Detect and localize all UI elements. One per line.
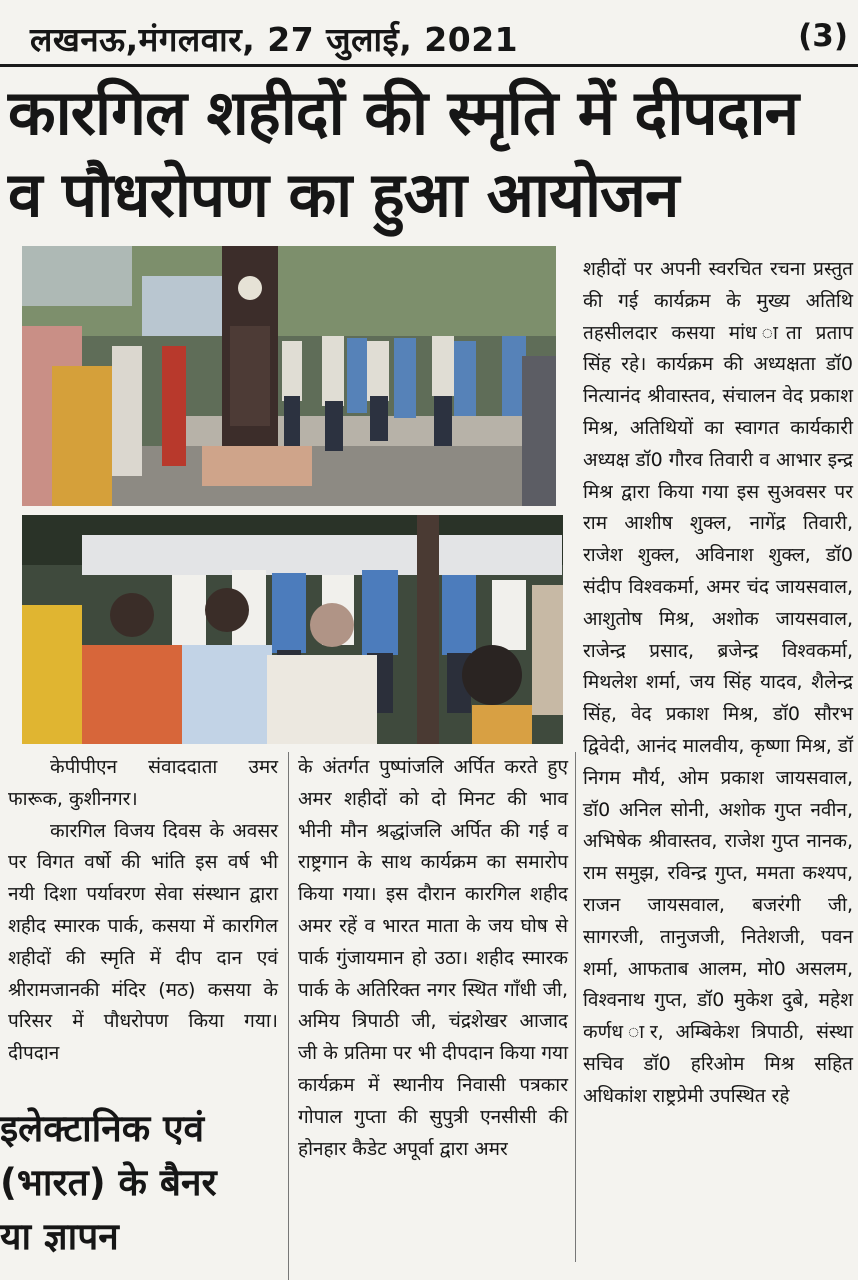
byline: केपीपीएन संवाददाता उमर फारूक, कुशीनगर। [8, 756, 278, 810]
headline-line-1: कारगिल शहीदों की स्मृति में दीपदान [8, 76, 799, 149]
article-column-3 [583, 254, 853, 1113]
article-column-1 [8, 752, 278, 1070]
header-rule [0, 64, 858, 67]
article-paragraph: के अंतर्गत पुष्पांजलि अर्पित करते हुए अमर शहीदों को दो मिनट की भाव भीनी मौन श्रद्धांजलि अर्पित की गई व राष्ट्रगान के साथ कार्यक्रम का समारोप किया गया। इस दौरान कारगिल शहीद अमर रहें व भारत माता के जय घोष से पार्क गुंजायमान हो उठा। शहीद स्मारक पार्क के अतिरिक्त नगर स्थित गाँधी जी, अमिय त्रिपाठी जी, चंद्रशेखर आजाद जी के प्रतिमा पर भी दीपदान किया गया कार्यक्रम में स्थानीय निवासी पत्रकार गोपाल गुप्ता की सुपुत्री एनसीसी की होनहार कैडेट अपूर्वा द्वारा अमर [298, 756, 568, 1160]
adjacent-story-headline [0, 1102, 290, 1264]
photo-memorial-gathering [22, 246, 556, 506]
photo-tribute-ceremony [22, 515, 563, 744]
adjacent-headline-line-1: इलेक्टानिक एवं [0, 1107, 205, 1150]
photo-memorial-gathering-image [22, 246, 556, 506]
adjacent-headline-line-3: या ज्ञापन [0, 1215, 119, 1258]
adjacent-headline-line-2: (भारत) के बैनर [0, 1161, 217, 1204]
headline-line-2: व पौधरोपण का हुआ आयोजन [8, 158, 679, 231]
photo-tribute-ceremony-image [22, 515, 563, 744]
page-number: (3) [798, 18, 848, 54]
article-paragraph: शहीदों पर अपनी स्वरचित रचना प्रस्तुत की गई कार्यक्रम के मुख्य अतिथि तहसीलदार कसया मांध ाता प्रताप सिंह रहे। कार्यक्रम की अध्यक्षता डॉ0 नित्यानंद श्रीवास्तव, संचालन वेद प्रकाश मिश्र, अतिथियों का स्वागत कार्यकारी अध्यक्ष डॉ0 गौरव तिवारी व आभार इन्द्र मिश्र द्वारा किया गया इस सुअवसर पर राम आशीष शुक्ल, नागेंद्र तिवारी, राजेश शुक्ल, अविनाश शुक्ल, डॉ0 संदीप विश्वकर्मा, अमर चंद जायसवाल, आशुतोष मिश्र, अशोक जायसवाल, राजेन्द्र प्रसाद, ब्रजेन्द्र विश्वकर्मा, मिथलेश शर्मा, जय सिंह यादव, शैलेन्द्र सिंह, वेद प्रकाश मिश्र, डॉ0 सौरभ द्विवेदी, आनंद मालवीय, कृष्णा मिश्र, डॉ निगम मौर्य, ओम प्रकाश जायसवाल, डॉ0 अनिल सोनी, अशोक गुप्त नवीन, अभिषेक श्रीवास्तव, राजेश गुप्त नानक, राम समुझ, रविन्द्र गुप्त, ममता कश्यप, राजन जायसवाल, बजरंगी जी, सागरजी, तानुजजी, नितेशजी, पवन शर्मा, आफताब आलम, मो0 असलम, विश्वनाथ गुप्त, डॉ0 मुकेश दुबे, महेश कर्णध ार, अम्बिकेश त्रिपाठी, संस्था सचिव डॉ0 हरिओम मिश्र सहित अधिकांश राष्ट्रप्रेमी उपस्थित रहे [583, 258, 853, 1107]
dateline-bar [0, 14, 858, 60]
article-paragraph: कारगिल विजय दिवस के अवसर पर विगत वर्षो की भांति इस वर्ष भी नयी दिशा पर्यावरण सेवा संस्थान द्वारा शहीद स्मारक पार्क, कसया में कारगिल शहीदों की स्मृति में दीप दान एवं श्रीरामजानकी मंदिर (मठ) कसया के परिसर में पौधरोपण किया गया। दीपदान [8, 819, 278, 1065]
issue-date: लखनऊ,मंगलवार, 27 जुलाई, 2021 [30, 20, 519, 59]
column-divider-2 [575, 752, 576, 1262]
article-column-2 [298, 752, 568, 1165]
article-headline [8, 72, 854, 236]
